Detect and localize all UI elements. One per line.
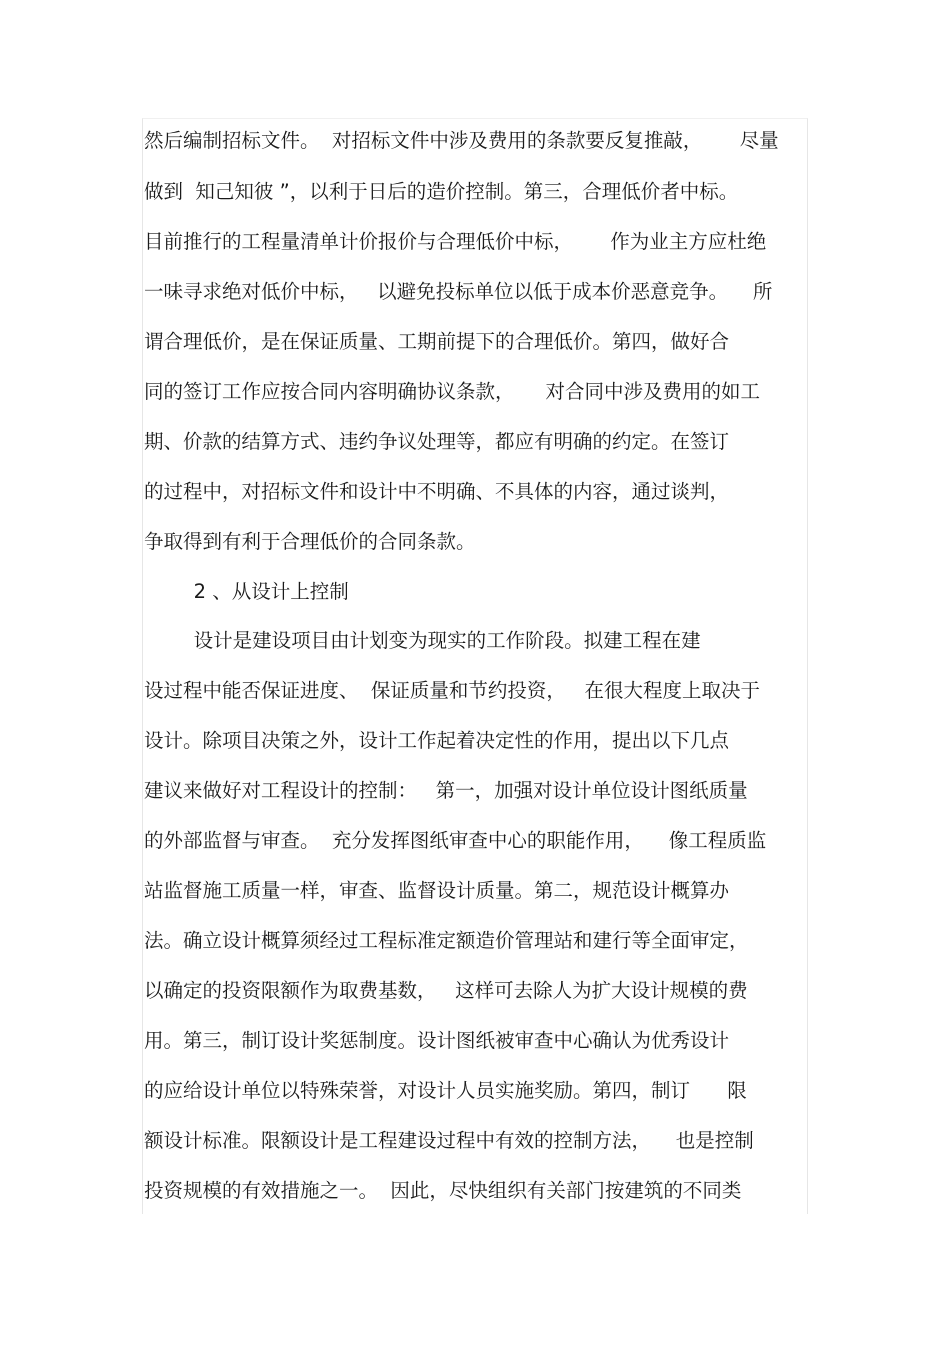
text-line: 额设计标准。限额设计是工程建设过程中有效的控制方法， 也是控制 [144,1129,754,1152]
text-line: 争取得到有利于合理低价的合同条款。 [144,530,476,553]
text-line: 谓合理低价，是在保证质量、工期前提下的合理低价。第四，做好合 [144,330,730,353]
section-heading: 2 、从设计上控制 [144,580,349,603]
text-line: 然后编制招标文件。 对招标文件中涉及费用的条款要反复推敲， 尽量 [144,129,779,152]
text-line: 以确定的投资限额作为取费基数， 这样可去除人为扩大设计规模的费 [144,979,748,1002]
text-line: 做到 知己知彼 ”，以利于日后的造价控制。第三，合理低价者中标。 [144,180,739,203]
text-line: 的外部监督与审查。 充分发挥图纸审查中心的职能作用， 像工程质监 [144,829,767,852]
text-line: 投资规模的有效措施之一。 因此，尽快组织有关部门按建筑的不同类 [144,1179,742,1202]
text-line: 设计是建设项目由计划变为现实的工作阶段。拟建工程在建 [144,629,701,652]
text-line: 法。确立设计概算须经过工程标准定额造价管理站和建行等全面审定， [144,929,749,952]
text-line: 期、价款的结算方式、违约争议处理等，都应有明确的约定。在签订 [144,430,730,453]
text-line: 建议来做好对工程设计的控制： 第一，加强对设计单位设计图纸质量 [144,779,748,802]
text-line: 目前推行的工程量清单计价报价与合理低价中标， 作为业主方应杜绝 [144,230,767,253]
text-line: 一味寻求绝对低价中标， 以避免投标单位以低于成本价恶意竞争。 所 [144,280,773,303]
text-line: 站监督施工质量一样，审查、监督设计质量。第二，规范设计概算办 [144,879,730,902]
text-line: 用。第三，制订设计奖惩制度。设计图纸被审查中心确认为优秀设计 [144,1029,730,1052]
text-line: 的过程中，对招标文件和设计中不明确、不具体的内容，通过谈判， [144,480,730,503]
text-line: 设计。除项目决策之外，设计工作起着决定性的作用，提出以下几点 [144,729,730,752]
text-line: 的应给设计单位以特殊荣誉，对设计人员实施奖励。第四，制订 限 [144,1079,747,1102]
text-line: 同的签订工作应按合同内容明确协议条款， 对合同中涉及费用的如工 [144,380,760,403]
text-line: 设过程中能否保证进度、 保证质量和节约投资， 在很大程度上取决于 [144,679,760,702]
